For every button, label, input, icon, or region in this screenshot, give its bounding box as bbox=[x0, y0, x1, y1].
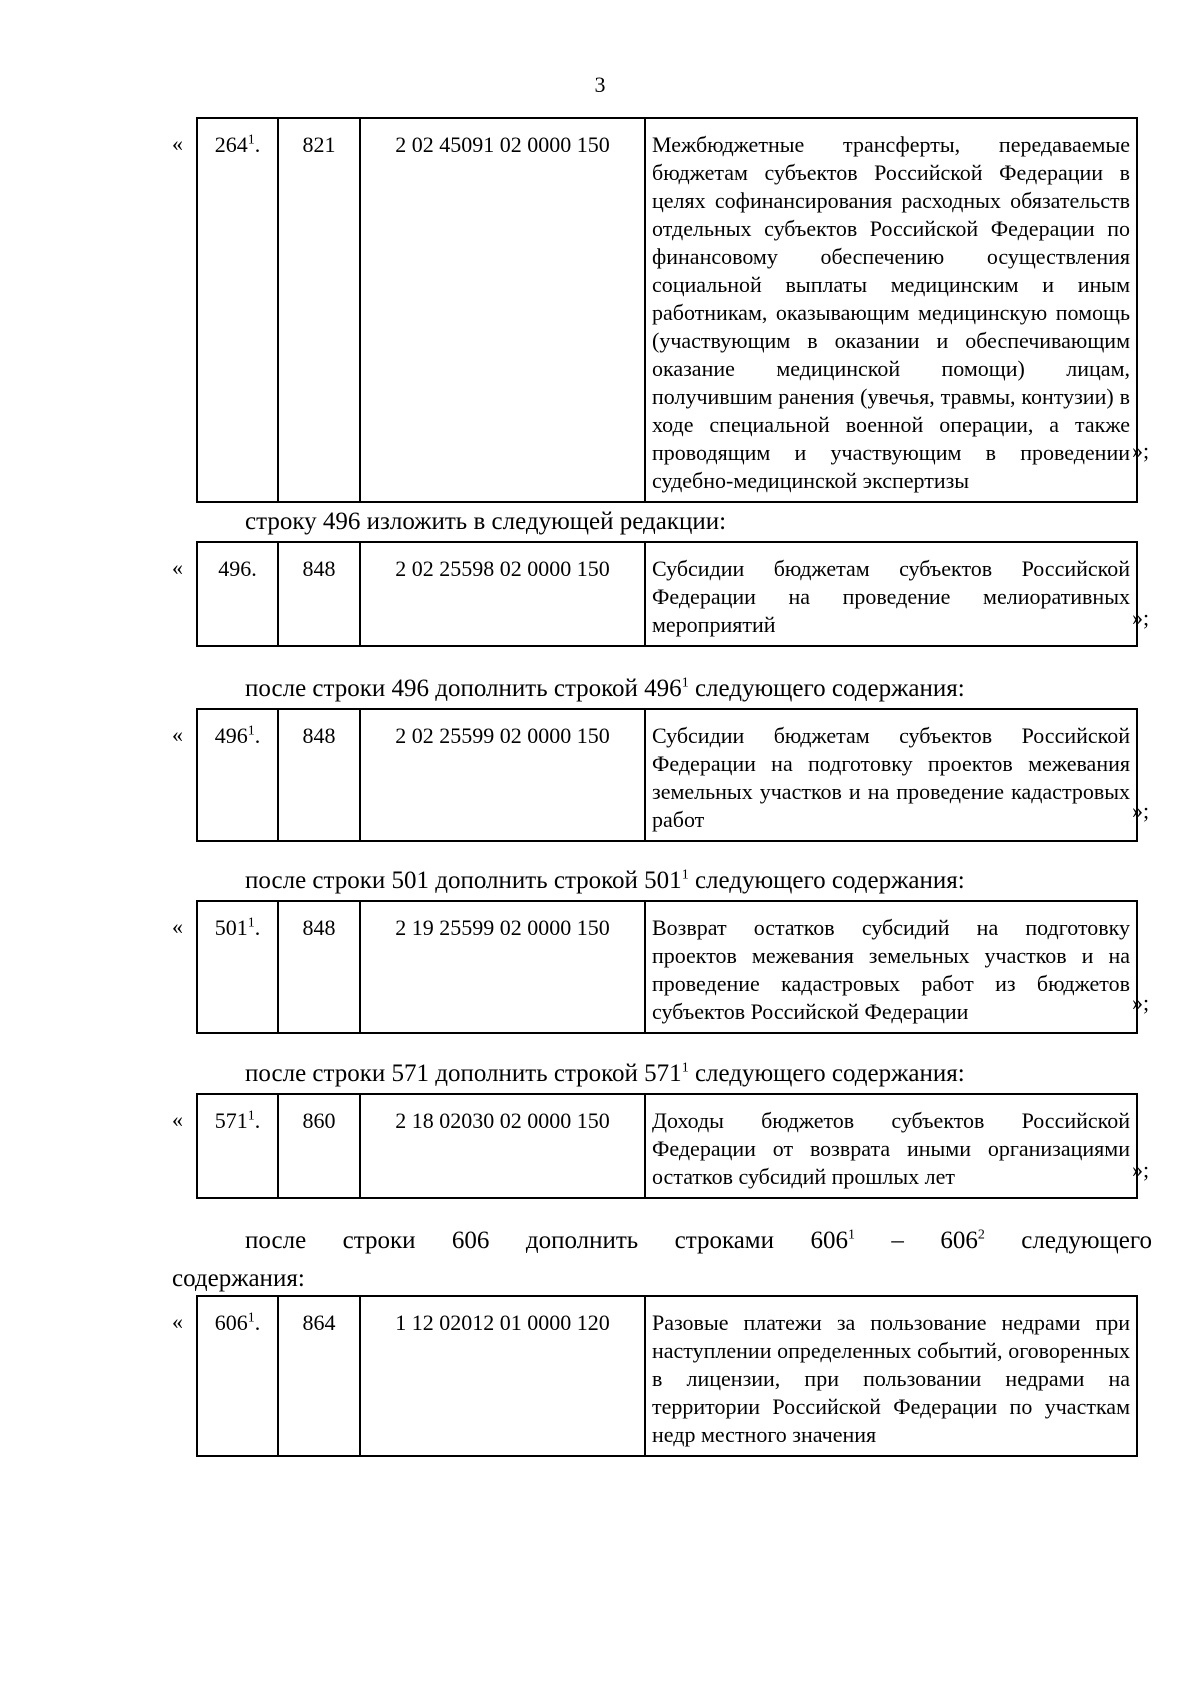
budget-code-cell: 2 02 45091 02 0000 150 bbox=[360, 118, 645, 502]
description-cell: Межбюджетные трансферты, передаваемые бюджетам субъектов Российской Федерации в целях софинансирования расходных обязательств отдельных субъектов Российской Федерации по финансовому обеспечению осуществления социальной выплаты медицинским и иным работникам, оказывающим медицинскую помощь (участвующим в оказании и обеспечивающим оказание медицинской помощи) лицам, получившим ранения (увечья, травмы, контузии) в ходе специальной военной операции, а также проводящим и участвующим в проведении судебно-медицинской экспертизы bbox=[645, 118, 1137, 502]
row-number-cell bbox=[197, 709, 278, 841]
closing-quote: »; bbox=[1132, 438, 1150, 463]
description-cell: Возврат остатков субсидий на подготовку проектов межевания земельных участков и на проведение кадастровых работ из бюджетов субъектов Российской Федерации bbox=[645, 901, 1137, 1033]
admin-code-cell: 860 bbox=[278, 1094, 360, 1198]
admin-code-cell: 821 bbox=[278, 118, 360, 502]
row-number-cell bbox=[197, 542, 278, 646]
row-number-dot: . bbox=[254, 915, 261, 940]
row-number-dot: . bbox=[251, 556, 257, 581]
instruction-text-tail: следующего содержания: bbox=[688, 1060, 965, 1087]
row-number: 501 bbox=[214, 915, 248, 940]
row-number-cell bbox=[197, 118, 278, 502]
row-number-superscript: 1 bbox=[247, 132, 255, 148]
row-number-dot: . bbox=[254, 1108, 261, 1133]
instruction-text-mid: – 606 bbox=[854, 1227, 978, 1254]
opening-quote: « bbox=[172, 914, 183, 939]
instruction-text: после строки 501 дополнить строкой 501 bbox=[245, 867, 682, 894]
budget-code-cell: 2 02 25599 02 0000 150 bbox=[360, 709, 645, 841]
instruction-paragraph bbox=[172, 670, 1152, 708]
row-number-cell bbox=[197, 1296, 278, 1456]
instruction-paragraph bbox=[172, 1222, 1152, 1298]
instruction-superscript: 1 bbox=[681, 867, 689, 883]
budget-code-cell: 2 19 25599 02 0000 150 bbox=[360, 901, 645, 1033]
budget-table bbox=[196, 708, 1138, 842]
instruction-text-tail: следующего содержания: bbox=[688, 867, 965, 894]
instruction-text: после строки 571 дополнить строкой 571 bbox=[245, 1060, 682, 1087]
instruction-paragraph bbox=[172, 1055, 1152, 1093]
page-number: 3 bbox=[594, 72, 606, 97]
instruction-text: строку 496 изложить в следующей редакции: bbox=[245, 508, 727, 535]
instruction-paragraph bbox=[172, 862, 1152, 900]
budget-table bbox=[196, 541, 1138, 647]
row-number-superscript: 1 bbox=[247, 723, 255, 739]
instruction-text-tail: следующего содержания: bbox=[688, 675, 965, 702]
closing-quote: »; bbox=[1132, 798, 1150, 823]
admin-code-cell: 848 bbox=[278, 542, 360, 646]
row-number: 571 bbox=[214, 1108, 248, 1133]
row-number-cell bbox=[197, 1094, 278, 1198]
instruction-superscript: 1 bbox=[681, 675, 689, 691]
closing-quote: »; bbox=[1132, 605, 1150, 630]
instruction-superscript: 1 bbox=[681, 1060, 689, 1076]
description-cell: Доходы бюджетов субъектов Российской Федерации от возврата иными организациями остатков субсидий прошлых лет bbox=[645, 1094, 1137, 1198]
description-cell: Субсидии бюджетам субъектов Российской Федерации на проведение мелиоративных мероприятий bbox=[645, 542, 1137, 646]
opening-quote: « bbox=[172, 722, 183, 747]
admin-code-cell: 848 bbox=[278, 901, 360, 1033]
row-number: 606 bbox=[214, 1310, 248, 1335]
row-number: 496 bbox=[214, 723, 248, 748]
row-number-superscript: 1 bbox=[247, 1108, 255, 1124]
admin-code-cell: 864 bbox=[278, 1296, 360, 1456]
budget-code-cell: 1 12 02012 01 0000 120 bbox=[360, 1296, 645, 1456]
instruction-paragraph bbox=[172, 503, 1152, 541]
opening-quote: « bbox=[172, 1309, 183, 1334]
instruction-superscript-2: 2 bbox=[977, 1227, 985, 1243]
instruction-text: после строки 606 дополнить строками 606 bbox=[245, 1227, 848, 1254]
budget-table bbox=[196, 117, 1138, 503]
row-number-dot: . bbox=[254, 1310, 261, 1335]
row-number-dot: . bbox=[254, 723, 261, 748]
instruction-superscript: 1 bbox=[847, 1227, 855, 1243]
opening-quote: « bbox=[172, 555, 183, 580]
budget-code-cell: 2 02 25598 02 0000 150 bbox=[360, 542, 645, 646]
closing-quote: »; bbox=[1132, 1157, 1150, 1182]
closing-quote: »; bbox=[1132, 990, 1150, 1015]
row-number-dot: . bbox=[254, 132, 261, 157]
opening-quote: « bbox=[172, 1107, 183, 1132]
row-number-cell bbox=[197, 901, 278, 1033]
row-number-superscript: 1 bbox=[247, 1310, 255, 1326]
row-number: 496 bbox=[218, 556, 252, 581]
row-number: 264 bbox=[214, 132, 248, 157]
budget-table bbox=[196, 1093, 1138, 1199]
admin-code-cell: 848 bbox=[278, 709, 360, 841]
description-cell: Разовые платежи за пользование недрами при наступлении определенных событий, оговоренных в лицензии, при пользовании недрами на территории Российской Федерации по участкам недр местного значения bbox=[645, 1296, 1137, 1456]
budget-table bbox=[196, 900, 1138, 1034]
instruction-text: после строки 496 дополнить строкой 496 bbox=[245, 675, 682, 702]
instruction-text-tail: следующего содержания: bbox=[172, 1227, 1152, 1292]
budget-code-cell: 2 18 02030 02 0000 150 bbox=[360, 1094, 645, 1198]
row-number-superscript: 1 bbox=[247, 915, 255, 931]
opening-quote: « bbox=[172, 131, 183, 156]
description-cell: Субсидии бюджетам субъектов Российской Федерации на подготовку проектов межевания земельных участков и на проведение кадастровых работ bbox=[645, 709, 1137, 841]
budget-table bbox=[196, 1295, 1138, 1457]
